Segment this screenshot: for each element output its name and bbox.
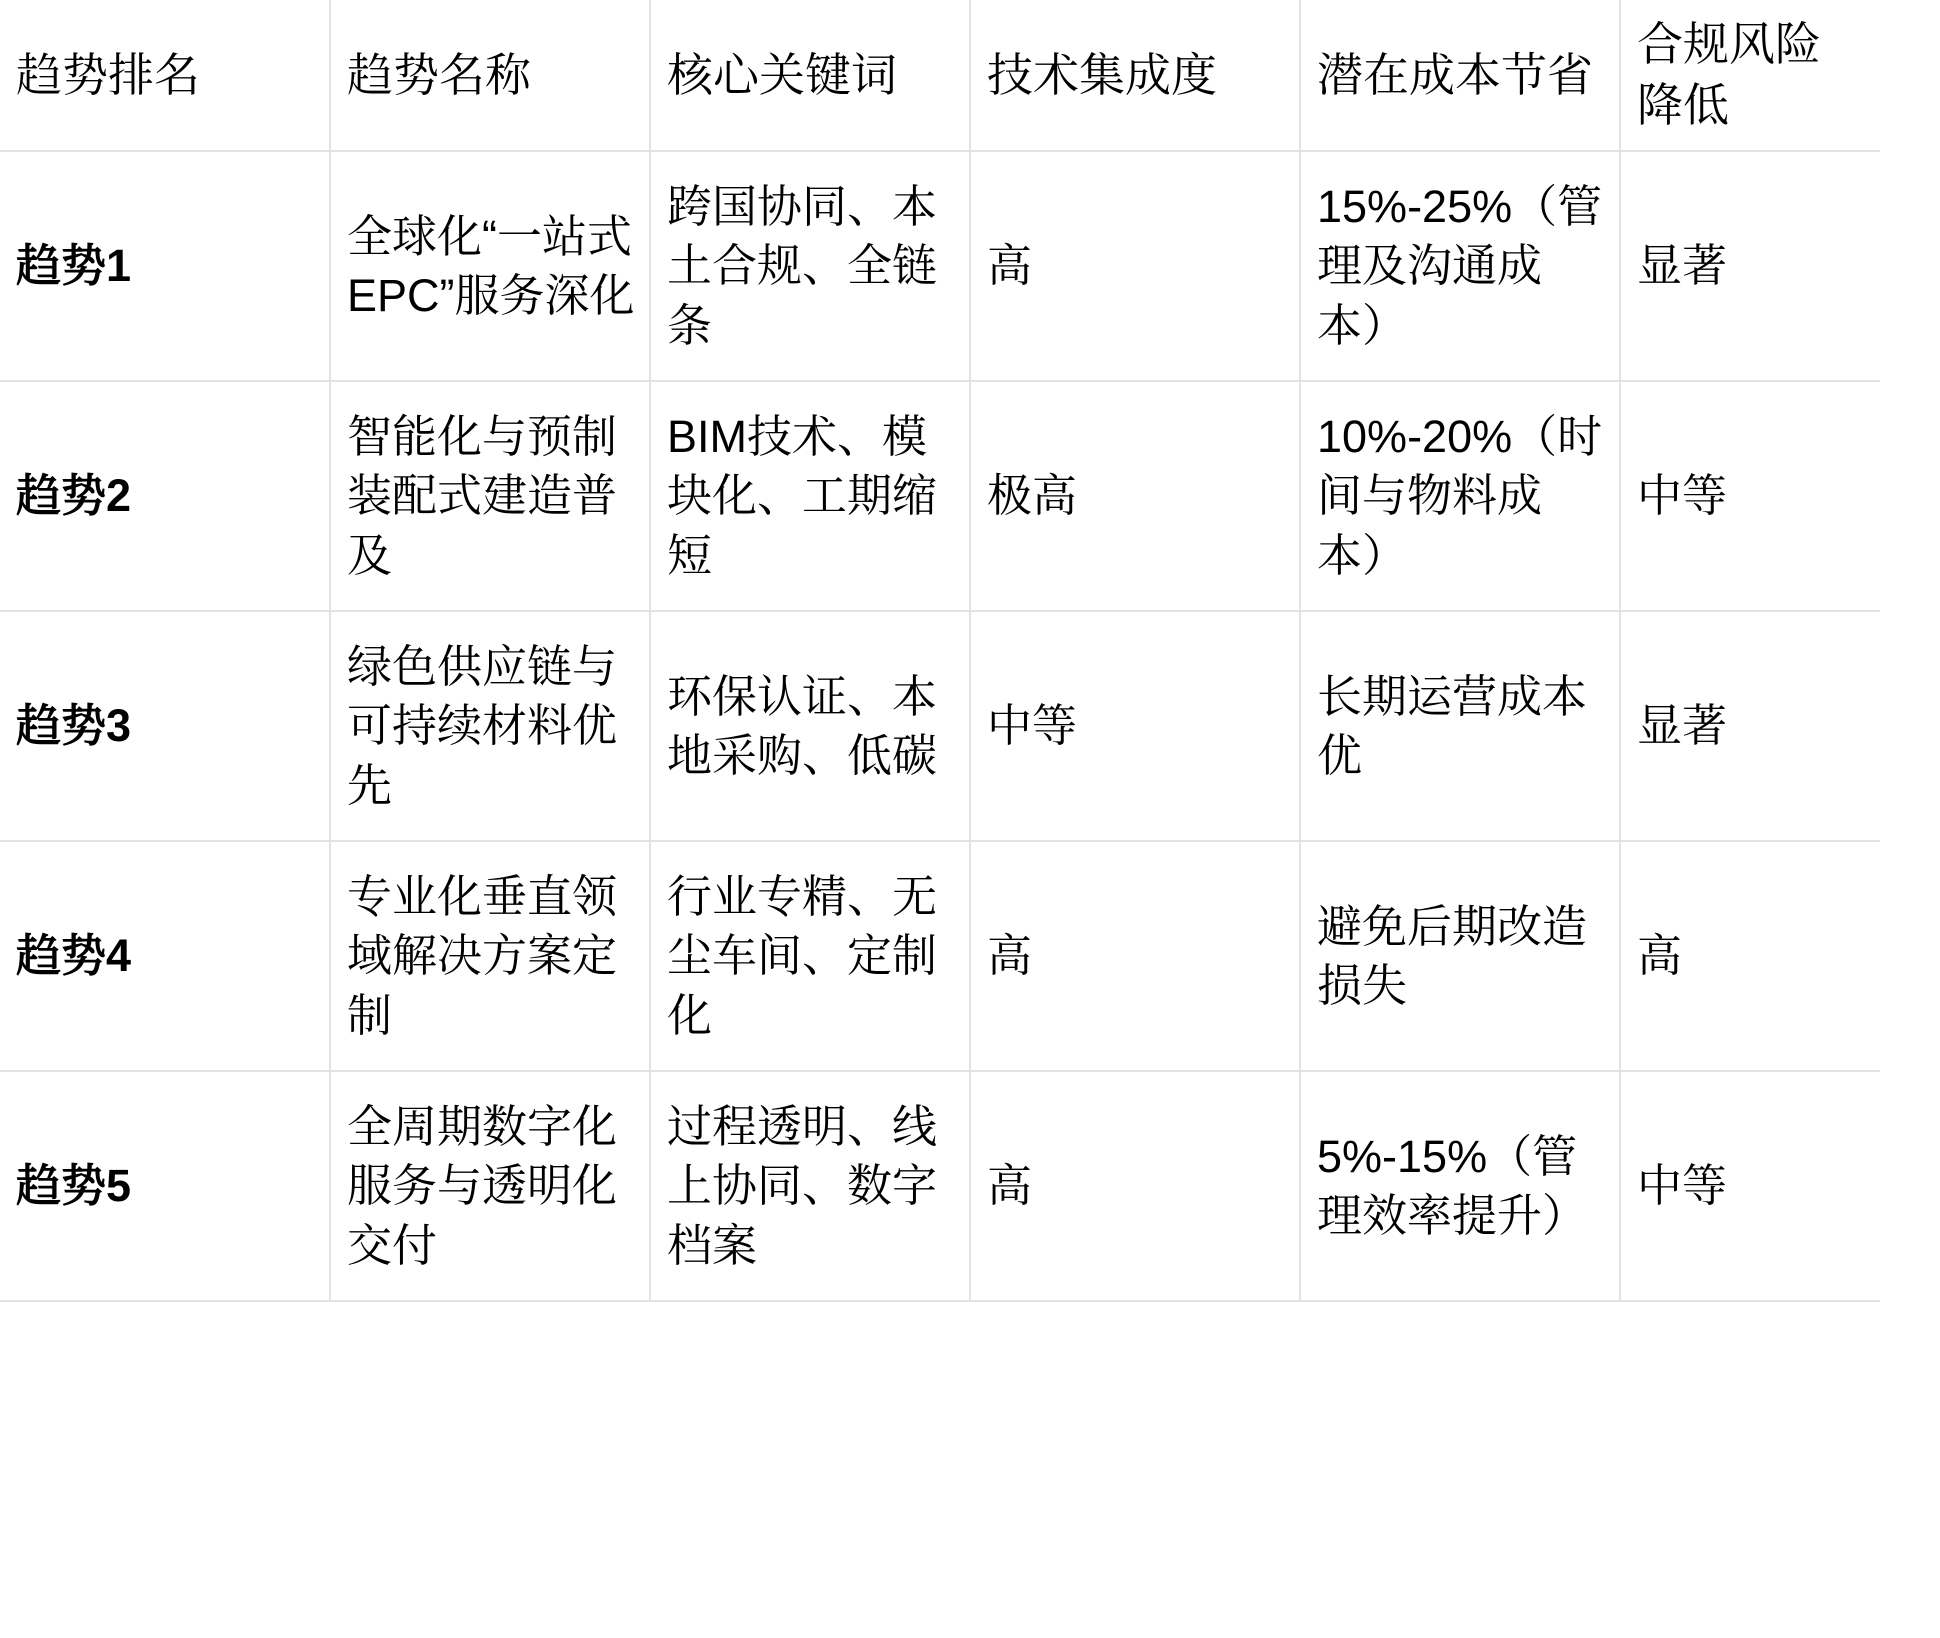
cell-cost-saving-text: 10%-20%（时间与物料成本） bbox=[1317, 410, 1603, 581]
cell-tech-integration bbox=[970, 1071, 1300, 1301]
cell-rank bbox=[0, 381, 330, 611]
cell-rank-text: 趋势4 bbox=[16, 930, 132, 982]
cell-risk-reduction-text: 显著 bbox=[1637, 240, 1728, 292]
cell-keywords bbox=[650, 1071, 970, 1301]
column-header-cost-saving bbox=[1300, 0, 1620, 151]
cell-keywords-text: 环保认证、本地采购、低碳 bbox=[667, 670, 938, 781]
cell-tech-integration-text: 中等 bbox=[987, 700, 1078, 752]
column-header-rank-label: 趋势排名 bbox=[16, 48, 200, 101]
cell-rank bbox=[0, 1071, 330, 1301]
cell-cost-saving-text: 避免后期改造损失 bbox=[1317, 900, 1588, 1011]
column-header-risk-reduction bbox=[1620, 0, 1880, 151]
cell-risk-reduction bbox=[1620, 1071, 1880, 1301]
cell-name bbox=[330, 151, 650, 381]
cell-keywords-text: 行业专精、无尘车间、定制化 bbox=[667, 870, 938, 1041]
table-row bbox=[0, 151, 1880, 381]
cell-cost-saving bbox=[1300, 611, 1620, 841]
cell-name bbox=[330, 611, 650, 841]
cell-risk-reduction-text: 高 bbox=[1637, 930, 1683, 982]
column-header-keywords-label: 核心关键词 bbox=[667, 48, 897, 101]
cell-risk-reduction-text: 中等 bbox=[1637, 470, 1728, 522]
cell-tech-integration-text: 高 bbox=[987, 930, 1033, 982]
cell-name bbox=[330, 1071, 650, 1301]
cell-name-text: 专业化垂直领域解决方案定制 bbox=[347, 870, 618, 1041]
table-header-row bbox=[0, 0, 1880, 151]
cell-tech-integration-text: 高 bbox=[987, 240, 1033, 292]
cell-rank-text: 趋势3 bbox=[16, 700, 132, 752]
cell-tech-integration-text: 极高 bbox=[987, 470, 1078, 522]
cell-rank bbox=[0, 841, 330, 1071]
cell-tech-integration bbox=[970, 151, 1300, 381]
cell-name-text: 全周期数字化服务与透明化交付 bbox=[347, 1100, 618, 1271]
column-header-name-label: 趋势名称 bbox=[347, 48, 531, 101]
cell-rank-text: 趋势2 bbox=[16, 470, 132, 522]
cell-risk-reduction bbox=[1620, 151, 1880, 381]
column-header-tech-integration bbox=[970, 0, 1300, 151]
cell-keywords bbox=[650, 381, 970, 611]
cell-cost-saving bbox=[1300, 841, 1620, 1071]
cell-risk-reduction bbox=[1620, 841, 1880, 1071]
cell-rank bbox=[0, 611, 330, 841]
cell-cost-saving-text: 5%-15%（管理效率提升） bbox=[1317, 1130, 1588, 1241]
cell-risk-reduction bbox=[1620, 381, 1880, 611]
cell-name-text: 智能化与预制装配式建造普及 bbox=[347, 410, 618, 581]
cell-keywords bbox=[650, 841, 970, 1071]
table-header bbox=[0, 0, 1880, 151]
column-header-name bbox=[330, 0, 650, 151]
cell-rank bbox=[0, 151, 330, 381]
cell-name-text: 全球化“一站式EPC”服务深化 bbox=[347, 210, 635, 321]
cell-cost-saving bbox=[1300, 1071, 1620, 1301]
cell-keywords-text: 跨国协同、本土合规、全链条 bbox=[667, 180, 938, 351]
cell-keywords-text: 过程透明、线上协同、数字档案 bbox=[667, 1100, 938, 1271]
cell-name bbox=[330, 841, 650, 1071]
column-header-risk-reduction-label: 合规风险降低 bbox=[1637, 18, 1821, 131]
cell-cost-saving bbox=[1300, 381, 1620, 611]
cell-name bbox=[330, 381, 650, 611]
column-header-cost-saving-label: 潜在成本节省 bbox=[1317, 48, 1593, 101]
cell-risk-reduction-text: 显著 bbox=[1637, 700, 1728, 752]
cell-name-text: 绿色供应链与可持续材料优先 bbox=[347, 640, 618, 811]
cell-tech-integration bbox=[970, 611, 1300, 841]
table-row bbox=[0, 1071, 1880, 1301]
cell-tech-integration-text: 高 bbox=[987, 1160, 1033, 1212]
cell-risk-reduction bbox=[1620, 611, 1880, 841]
cell-rank-text: 趋势1 bbox=[16, 240, 132, 292]
column-header-rank bbox=[0, 0, 330, 151]
table-body bbox=[0, 151, 1880, 1301]
cell-keywords bbox=[650, 611, 970, 841]
cell-keywords bbox=[650, 151, 970, 381]
cell-cost-saving bbox=[1300, 151, 1620, 381]
cell-cost-saving-text: 15%-25%（管理及沟通成本） bbox=[1317, 180, 1603, 351]
table-row bbox=[0, 611, 1880, 841]
column-header-keywords bbox=[650, 0, 970, 151]
table-row bbox=[0, 381, 1880, 611]
cell-rank-text: 趋势5 bbox=[16, 1160, 132, 1212]
column-header-tech-integration-label: 技术集成度 bbox=[987, 48, 1217, 101]
cell-tech-integration bbox=[970, 381, 1300, 611]
cell-tech-integration bbox=[970, 841, 1300, 1071]
cell-keywords-text: BIM技术、模块化、工期缩短 bbox=[667, 410, 938, 581]
table-row bbox=[0, 841, 1880, 1071]
cell-cost-saving-text: 长期运营成本优 bbox=[1317, 670, 1588, 781]
cell-risk-reduction-text: 中等 bbox=[1637, 1160, 1728, 1212]
